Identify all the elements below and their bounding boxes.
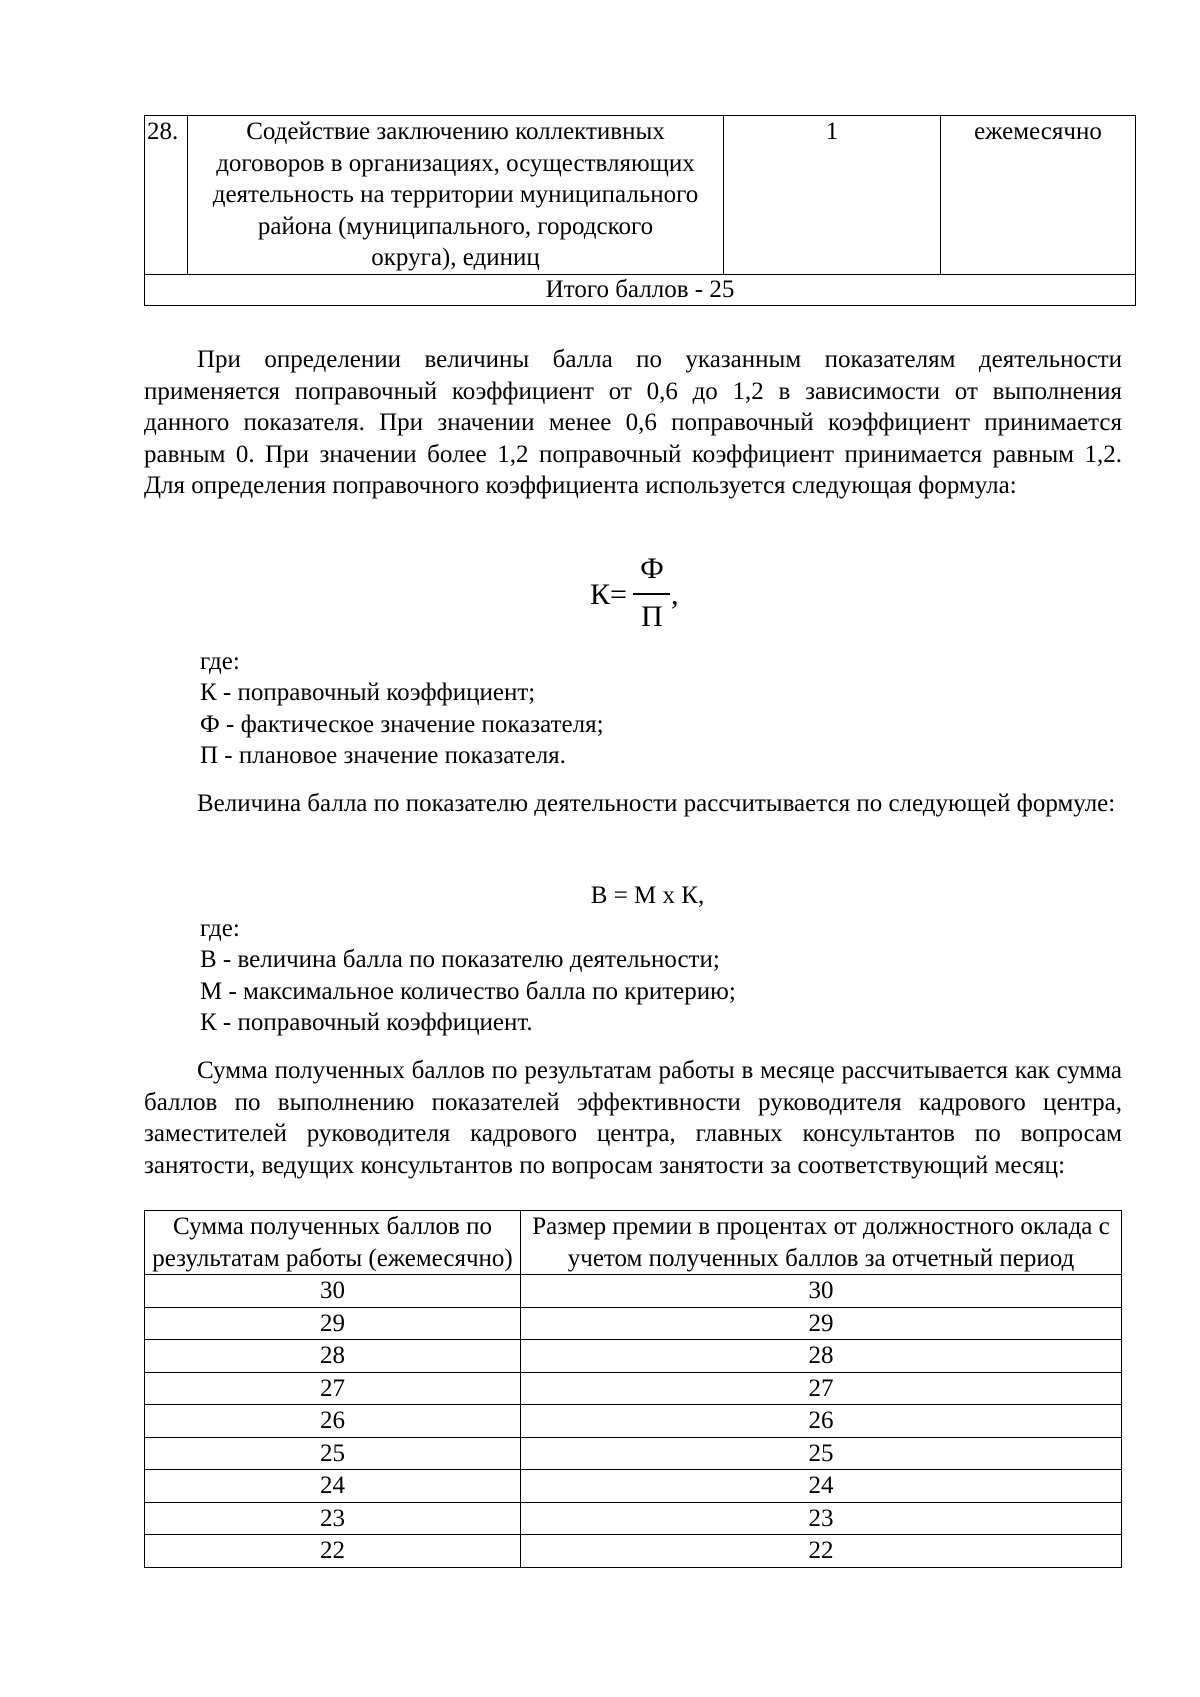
table-header-row [145, 1211, 1122, 1275]
points-cell: 22 [145, 1535, 521, 1568]
table-row [145, 1535, 1122, 1568]
points-cell: 25 [145, 1437, 521, 1470]
formula-denominator: П [641, 600, 663, 633]
points-cell: 26 [145, 1405, 521, 1438]
paragraph-text: Величина балла по показателю деятельности рассчитывается по следующей формуле: [197, 790, 1116, 817]
paragraph-text: При определении величины балла по указанным показателям деятельности применяется поправочный коэффициент от 0,6 до 1,2 в зависимости от выполнения данного показателя. При значении менее 0,6 поправочный коэффициент принимается равным 0. При значении более 1,2 поправочный коэффициент принимается равным 1,2. Для определения поправочного коэффициента используется следующая формула: [144, 346, 1122, 499]
indicator-name-line: округа), единиц [371, 244, 540, 271]
premium-cell: 25 [521, 1437, 1122, 1470]
table-row [145, 1437, 1122, 1470]
legend-item: Ф - фактическое значение показателя; [200, 711, 604, 738]
row-number: 28. [145, 116, 188, 275]
paragraph-coefficient [144, 344, 1122, 502]
indicator-name-line: деятельность на территории муниципального [212, 181, 699, 208]
premium-cell: 28 [521, 1340, 1122, 1373]
indicator-name-line: района (муниципального, городского [257, 212, 654, 240]
table-row [145, 1405, 1122, 1438]
premium-cell: 22 [521, 1535, 1122, 1568]
premium-cell: 27 [521, 1372, 1122, 1405]
legend-item: К - поправочный коэффициент; [200, 679, 536, 706]
table-row [145, 1502, 1122, 1535]
total-points: Итого баллов - 25 [145, 274, 1136, 305]
premium-cell: 30 [521, 1275, 1122, 1308]
legend-item: В - величина балла по показателю деятельности; [200, 946, 720, 973]
points-cell: 29 [145, 1307, 521, 1340]
premium-cell: 23 [521, 1502, 1122, 1535]
legend-where: где: [200, 915, 240, 942]
points-cell: 24 [145, 1470, 521, 1503]
premium-cell: 26 [521, 1405, 1122, 1438]
indicator-name-line: Содействие заключению коллективных [246, 118, 665, 145]
table-row [145, 116, 1136, 275]
points-cell: 28 [145, 1340, 521, 1373]
indicator-name [188, 116, 724, 275]
formula-lhs: К= [590, 578, 627, 611]
table-row [145, 1470, 1122, 1503]
column-header-premium: Размер премии в процентах от должностного оклада с учетом полученных баллов за отчетный период [521, 1211, 1122, 1275]
formula-points: В = М х К, [590, 882, 705, 909]
indicators-table [144, 115, 1136, 306]
points-cell: 30 [145, 1275, 521, 1308]
premium-table [144, 1210, 1122, 1568]
table-row [145, 1372, 1122, 1405]
legend-item: К - поправочный коэффициент. [200, 1009, 533, 1036]
premium-cell: 29 [521, 1307, 1122, 1340]
indicator-name-line: договоров в организациях, осуществляющих [216, 149, 695, 177]
legend-where: где: [200, 648, 240, 675]
points-cell: 27 [145, 1372, 521, 1405]
paragraph-sum [144, 1055, 1122, 1181]
premium-cell: 24 [521, 1470, 1122, 1503]
paragraph-text: Сумма полученных баллов по результатам работы в месяце рассчитывается как сумма баллов по выполнению показателей эффективности руководителя кадрового центра, заместителей руководителя кадрового центра, главных консультантов по вопросам занятости, ведущих консультантов по вопросам занятости за соответствующий месяц: [144, 1057, 1122, 1179]
indicator-period: ежемесячно [941, 116, 1136, 275]
paragraph-points-formula [144, 788, 1122, 820]
legend-item: П - плановое значение показателя. [200, 742, 566, 769]
fraction-bar [633, 593, 670, 595]
table-row [145, 1307, 1122, 1340]
total-row [145, 274, 1136, 305]
column-header-points: Сумма полученных баллов по результатам работы (ежемесячно) [145, 1211, 521, 1275]
indicator-points: 1 [724, 116, 941, 275]
points-cell: 23 [145, 1502, 521, 1535]
table-row [145, 1275, 1122, 1308]
formula-comma: , [671, 578, 679, 611]
formula-numerator: Ф [640, 552, 664, 585]
legend-item: М - максимальное количество балла по критерию; [200, 978, 736, 1005]
table-row [145, 1340, 1122, 1373]
